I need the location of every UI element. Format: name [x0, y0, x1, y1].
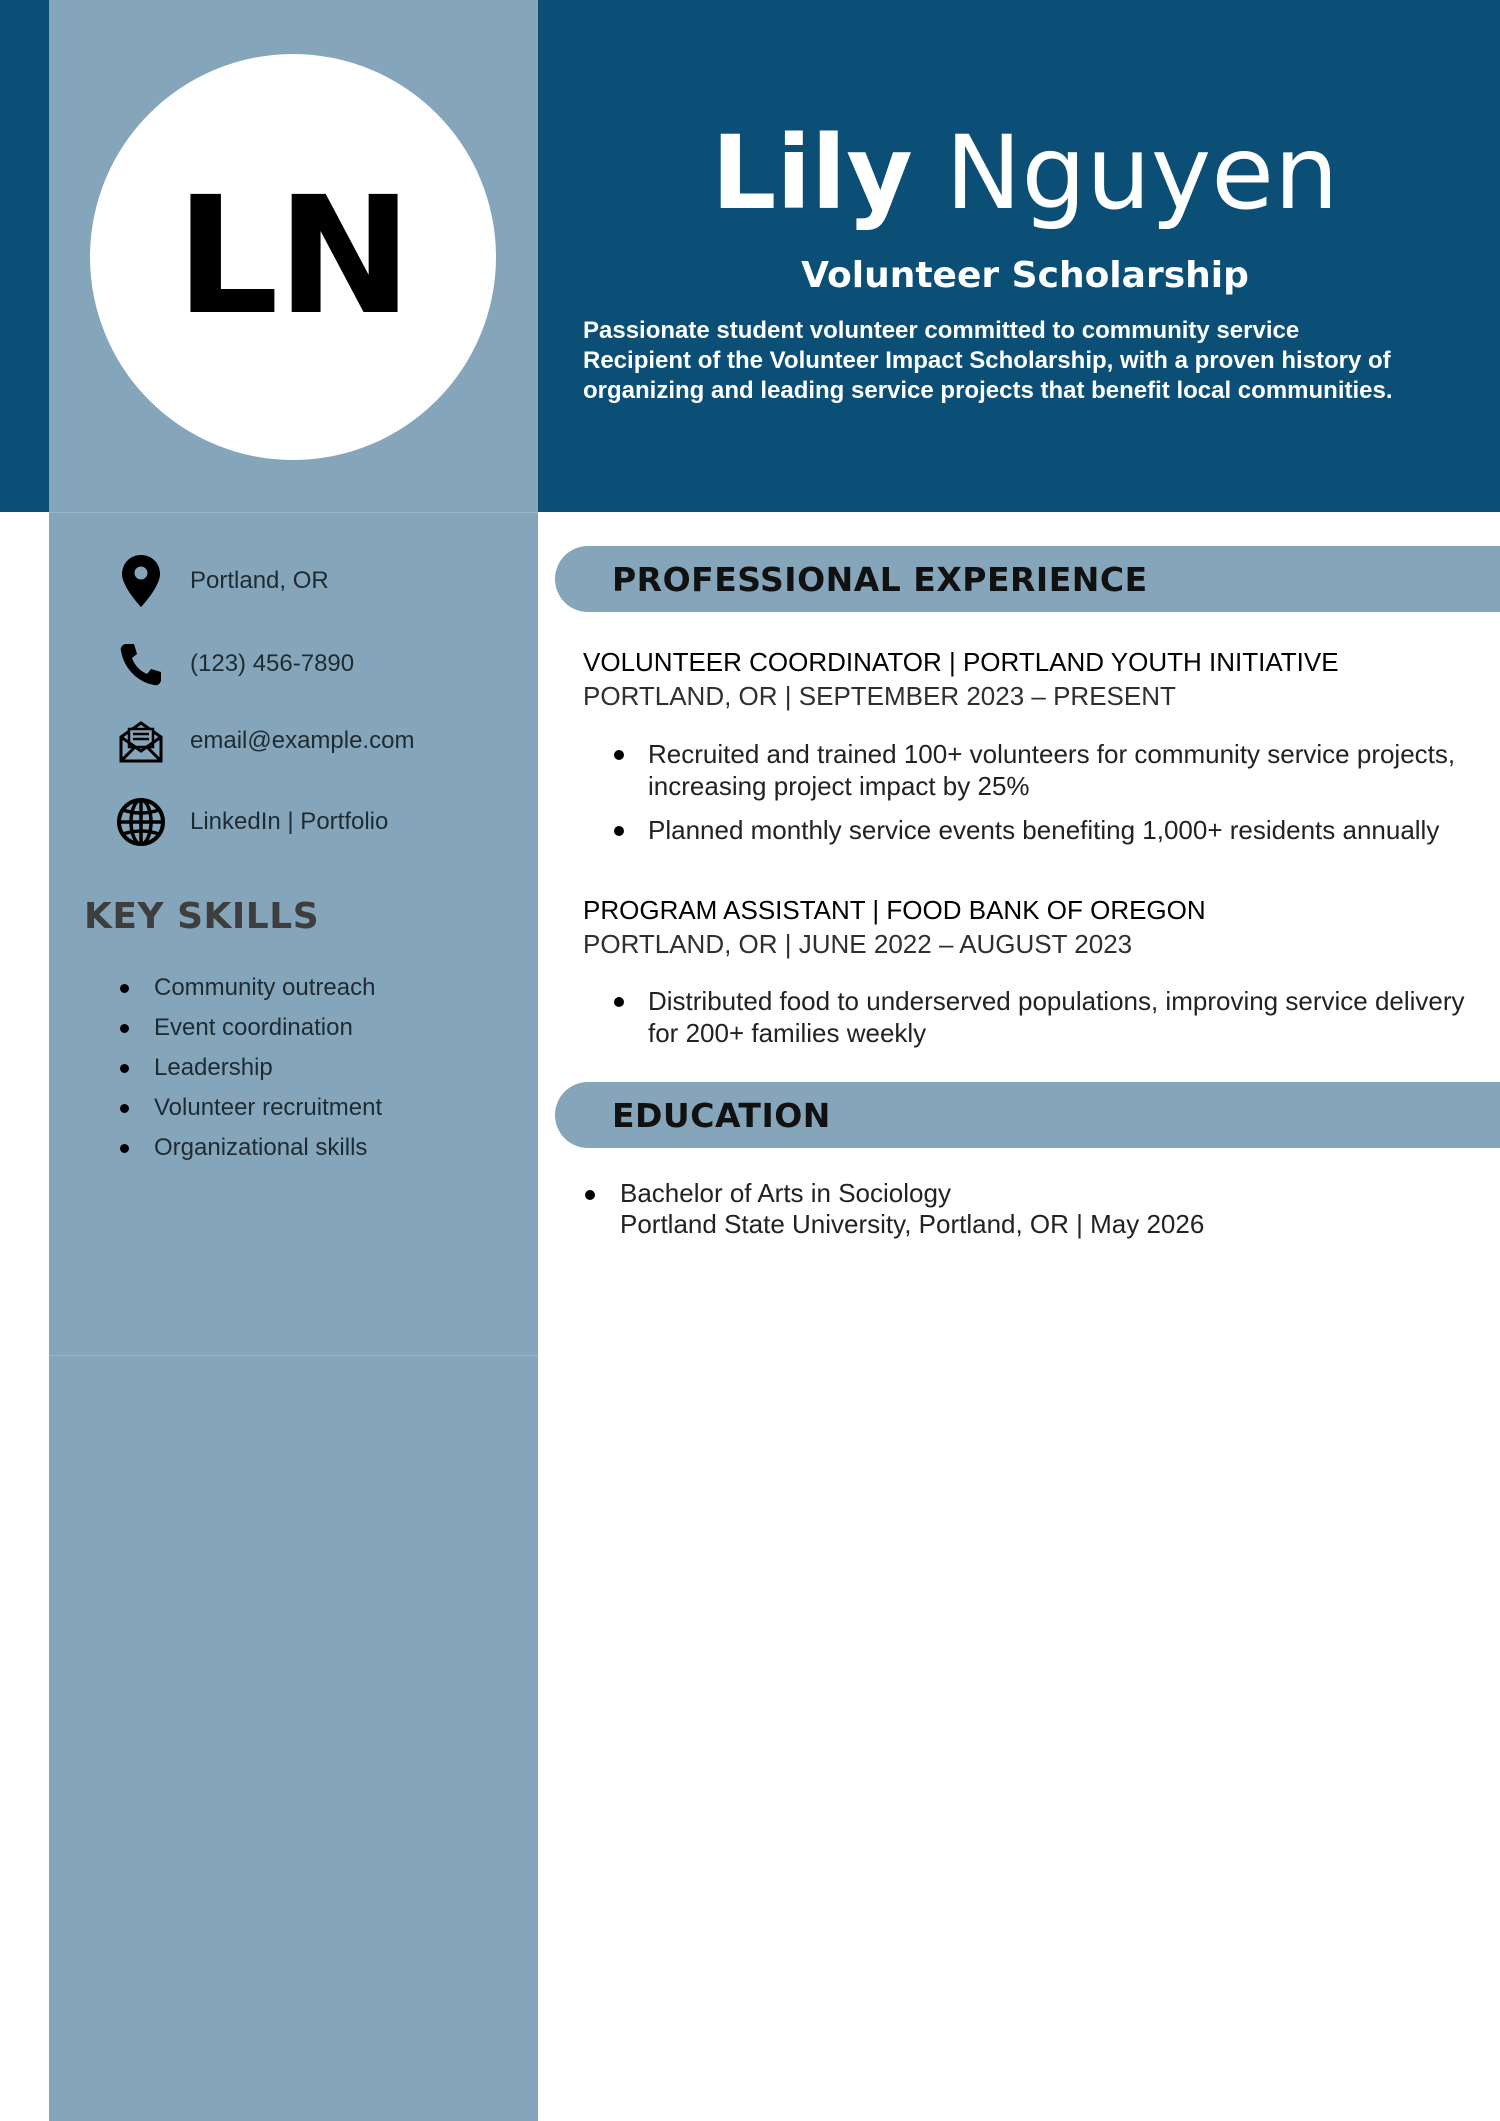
- skill-item: Event coordination: [118, 1008, 382, 1048]
- job-bullet: Planned monthly service events benefiting 1,000+ residents annually: [620, 814, 1480, 846]
- job-bullet: Recruited and trained 100+ volunteers for community service projects, increasing project impact by 25%: [620, 738, 1480, 802]
- education-section-bar: [555, 1082, 1500, 1148]
- candidate-name: [560, 114, 1490, 233]
- skill-item: Community outreach: [118, 968, 382, 1008]
- job-title: VOLUNTEER COORDINATOR | PORTLAND YOUTH INITIATIVE: [583, 647, 1339, 677]
- summary-line: organizing and leading service projects that benefit local communities.: [583, 377, 1393, 404]
- job-meta: PORTLAND, OR | JUNE 2022 – AUGUST 2023: [583, 929, 1133, 959]
- skill-item: Leadership: [118, 1048, 382, 1088]
- avatar-initials: LN: [175, 163, 411, 351]
- job-title: PROGRAM ASSISTANT | FOOD BANK OF OREGON: [583, 895, 1206, 925]
- skills-heading: KEY SKILLS: [84, 896, 320, 937]
- education-list: [583, 1178, 1204, 1240]
- last-name: Nguyen: [945, 114, 1339, 233]
- phone-icon: [112, 635, 170, 693]
- sidebar-divider: [49, 1355, 538, 1356]
- skills-list: [118, 968, 382, 1168]
- contact-email[interactable]: [112, 711, 414, 771]
- job-meta: PORTLAND, OR | SEPTEMBER 2023 – PRESENT: [583, 681, 1176, 711]
- summary-line: Recipient of the Volunteer Impact Scholarship, with a proven history of: [583, 347, 1391, 374]
- envelope-icon: [112, 712, 170, 770]
- job-bullets: [620, 985, 1480, 1061]
- experience-section-bar: [555, 546, 1500, 612]
- phone-text[interactable]: (123) 456-7890: [190, 650, 355, 677]
- contact-phone[interactable]: [112, 634, 354, 694]
- location-text: Portland, OR: [190, 567, 329, 594]
- first-name: Lily: [711, 114, 913, 233]
- contact-web[interactable]: [112, 792, 388, 852]
- location-pin-icon: [112, 552, 170, 610]
- education-item: [583, 1178, 1204, 1240]
- sidebar-divider: [49, 512, 538, 513]
- education-heading: EDUCATION: [612, 1095, 831, 1135]
- globe-icon: [112, 793, 170, 851]
- email-text[interactable]: email@example.com: [190, 727, 415, 754]
- avatar: [90, 54, 496, 460]
- degree: Bachelor of Arts in Sociology: [620, 1178, 951, 1208]
- job-bullets: [620, 738, 1480, 858]
- profile-summary: [583, 316, 1483, 406]
- skill-item: Volunteer recruitment: [118, 1088, 382, 1128]
- web-links-text[interactable]: LinkedIn | Portfolio: [190, 808, 389, 835]
- experience-heading: PROFESSIONAL EXPERIENCE: [612, 559, 1148, 599]
- summary-line: Passionate student volunteer committed to community service: [583, 317, 1300, 344]
- job-bullet: Distributed food to underserved populations, improving service delivery for 200+ families weekly: [620, 985, 1480, 1049]
- resume-subtitle: Volunteer Scholarship: [801, 255, 1249, 296]
- degree-details: Portland State University, Portland, OR | May 2026: [620, 1209, 1205, 1239]
- contact-location: [112, 551, 329, 611]
- skill-item: Organizational skills: [118, 1128, 382, 1168]
